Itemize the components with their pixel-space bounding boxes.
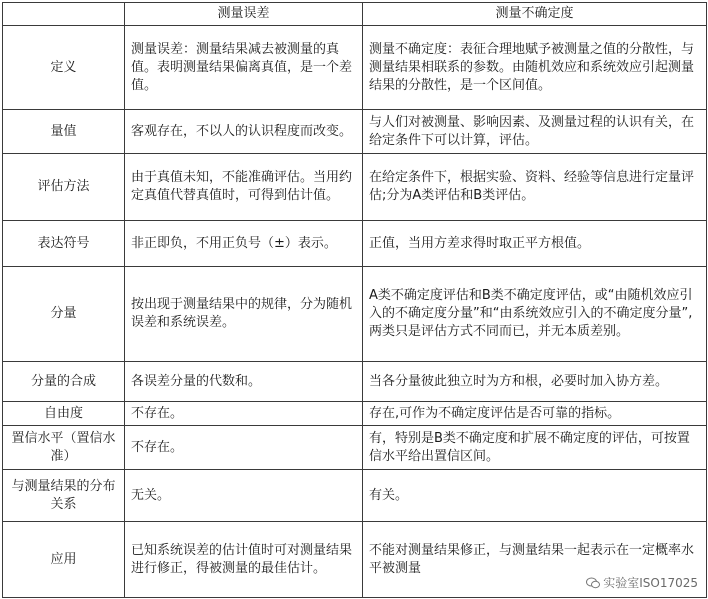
row-uncertainty: 在给定条件下，根据实验、资料、经验等信息进行定量评估;分为A类评估和B类评估。 xyxy=(363,154,707,221)
watermark-text: 实验室ISO17025 xyxy=(603,576,698,590)
table-row xyxy=(3,221,707,267)
row-uncertainty: 测量不确定度：表征合理地赋予被测量之值的分散性，与测量结果相联系的参数。由随机效应和系统效应引起测量结果的分散性，是一个区间值。 xyxy=(363,26,707,110)
header-uncertainty: 测量不确定度 xyxy=(363,3,707,26)
wechat-icon xyxy=(586,577,600,589)
row-error: 各误差分量的代数和。 xyxy=(125,362,363,402)
table-row xyxy=(3,402,707,426)
row-error: 无关。 xyxy=(125,470,363,522)
row-category: 分量的合成 xyxy=(3,362,125,402)
row-category: 应用 xyxy=(3,522,125,598)
row-uncertainty: 不能对测量结果修正，与测量结果一起表示在一定概率水平被测量 xyxy=(363,522,707,598)
row-category: 表达符号 xyxy=(3,221,125,267)
row-uncertainty: 当各分量彼此独立时为方和根，必要时加入协方差。 xyxy=(363,362,707,402)
row-category: 量值 xyxy=(3,110,125,154)
table-row xyxy=(3,110,707,154)
table-row xyxy=(3,470,707,522)
row-error: 由于真值未知，不能准确评估。当用约定真值代替真值时，可得到估计值。 xyxy=(125,154,363,221)
watermark xyxy=(586,574,698,591)
row-uncertainty: 有，特别是B类不确定度和扩展不确定度的评估，可按置信水平给出置信区间。 xyxy=(363,426,707,470)
row-error: 已知系统误差的估计值时可对测量结果进行修正，得被测量的最佳估计。 xyxy=(125,522,363,598)
table-row xyxy=(3,154,707,221)
row-error: 不存在。 xyxy=(125,426,363,470)
row-uncertainty: 有关。 xyxy=(363,470,707,522)
header-error: 测量误差 xyxy=(125,3,363,26)
table-row xyxy=(3,426,707,470)
row-error: 按出现于测量结果中的规律，分为随机误差和系统误差。 xyxy=(125,267,363,362)
row-category: 评估方法 xyxy=(3,154,125,221)
row-error: 客观存在，不以人的认识程度而改变。 xyxy=(125,110,363,154)
row-uncertainty: 存在,可作为不确定度评估是否可靠的指标。 xyxy=(363,402,707,426)
table-row xyxy=(3,267,707,362)
row-error: 测量误差：测量结果减去被测量的真值。表明测量结果偏离真值，是一个差值。 xyxy=(125,26,363,110)
table-row xyxy=(3,362,707,402)
row-category: 自由度 xyxy=(3,402,125,426)
header-row xyxy=(3,3,707,26)
row-category: 分量 xyxy=(3,267,125,362)
row-uncertainty: 正值，当用方差求得时取正平方根值。 xyxy=(363,221,707,267)
table-row xyxy=(3,26,707,110)
header-blank xyxy=(3,3,125,26)
comparison-table xyxy=(2,2,707,598)
row-category: 置信水平（置信水准） xyxy=(3,426,125,470)
row-error: 不存在。 xyxy=(125,402,363,426)
row-category: 与测量结果的分布关系 xyxy=(3,470,125,522)
row-error: 非正即负，不用正负号（±）表示。 xyxy=(125,221,363,267)
row-category: 定义 xyxy=(3,26,125,110)
row-uncertainty: A类不确定度评估和B类不确定度评估，或“由随机效应引入的不确定度分量”和“由系统效应引入的不确定度分量”,两类只是评估方式不同而已，并无本质差别。 xyxy=(363,267,707,362)
row-uncertainty: 与人们对被测量、影响因素、及测量过程的认识有关，在给定条件下可以计算，评估。 xyxy=(363,110,707,154)
